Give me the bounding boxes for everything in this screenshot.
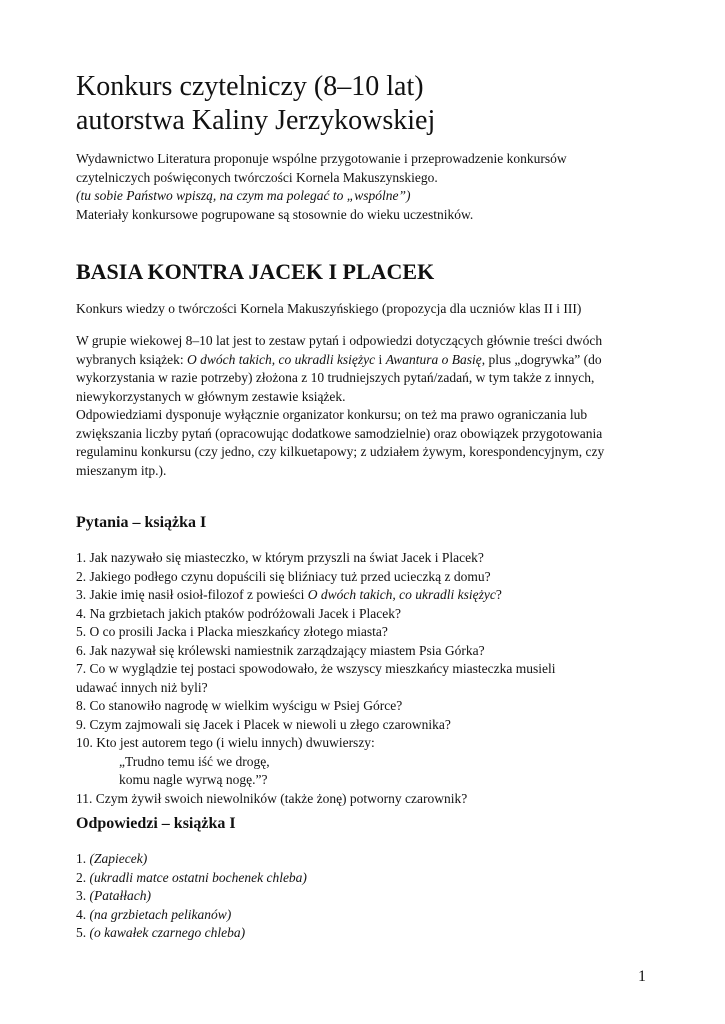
text-run: wybranych książek: <box>76 351 187 367</box>
text-run: i <box>375 351 386 367</box>
answer-number: 4. <box>76 906 90 922</box>
answer-number: 1. <box>76 851 90 866</box>
answer-text: (ukradli matce ostatni bochenek chleba) <box>89 869 307 885</box>
poem-line: komu nagle wyrwą nogę.”? <box>119 772 268 787</box>
book-title-1: O dwóch takich, co ukradli księżyc <box>307 587 496 602</box>
questions-list <box>76 549 661 808</box>
answer-item <box>76 850 661 869</box>
text-run: ? <box>495 587 502 602</box>
text-run: , plus „dogrywka” (do <box>481 351 602 367</box>
answer-text: (Zapiecek) <box>89 851 148 866</box>
contest-subtitle <box>76 300 661 319</box>
intro-line: Materiały konkursowe pogrupowane są stosownie do wieku uczestników. <box>76 206 474 222</box>
description-line: zwiększania liczby pytań (opracowując dodatkowe samodzielnie) oraz obowiązek przygotowania <box>76 425 603 441</box>
answer-number: 5. <box>76 925 90 940</box>
answers-list <box>76 850 661 943</box>
description-line: Odpowiedziami dysponuje wyłącznie organizator konkursu; on też ma prawo ograniczania lub <box>76 407 588 422</box>
intro-line: Wydawnictwo Literatura proponuje wspólne przygotowanie i przeprowadzenie konkursów <box>76 151 567 166</box>
description-line: mieszanym itp.). <box>76 462 167 478</box>
intro-paragraph <box>76 150 661 224</box>
answer-number: 3. <box>76 888 90 903</box>
question-item: 7. Co w wyglądzie tej postaci spowodowało, że wszyscy mieszkańcy miasteczka musieli <box>76 661 556 676</box>
questions-heading: Pytania – książka I <box>76 514 207 531</box>
section-heading: BASIA KONTRA JACEK I PLACEK <box>76 259 435 284</box>
description-line: W grupie wiekowej 8–10 lat jest to zestaw pytań i odpowiedzi dotyczących głównie treści dwóch <box>76 333 603 348</box>
page-number: 1 <box>638 968 646 985</box>
answer-number: 2. <box>76 869 90 885</box>
description-line: regulaminu konkursu (czy jedno, czy kilkuetapowy; z udziałem żywym, korespondencyjnym, czy <box>76 444 605 459</box>
intro-line: czytelniczych poświęconych twórczości Kornela Makuszynskiego. <box>76 169 438 185</box>
text-run: 3. Jakie imię nasił osioł-filozof z powieści <box>76 587 308 602</box>
subtitle-line: Konkurs wiedzy o twórczości Kornela Makuszyńskiego (propozycja dla uczniów klas II i III) <box>76 301 582 316</box>
poem-line: „Trudno temu iść we drogę, <box>119 753 270 769</box>
question-item: 9. Czym zajmowali się Jacek i Placek w niewoli u złego czarownika? <box>76 716 451 732</box>
title-line-1: Konkurs czytelniczy (8–10 lat) <box>76 71 424 102</box>
answer-item <box>76 906 661 925</box>
answer-text: (o kawałek czarnego chleba) <box>89 925 246 940</box>
question-item: 11. Czym żywił swoich niewolników (także żonę) potworny czarownik? <box>76 790 468 806</box>
question-item: 1. Jak nazywało się miasteczko, w którym przyszli na świat Jacek i Placek? <box>76 550 484 565</box>
question-item: 2. Jakiego podłego czynu dopuścili się bliźniacy tuż przed ucieczką z domu? <box>76 568 491 584</box>
description-line: wykorzystania w razie potrzeby) złożona z 10 trudniejszych pytań/zadań, w tym także z innych, <box>76 370 595 385</box>
description-line: niewykorzystanych w głównym zestawie książek. <box>76 388 346 404</box>
question-item: 10. Kto jest autorem tego (i wielu innych) dwuwierszy: <box>76 735 375 750</box>
answers-heading: Odpowiedzi – książka I <box>76 815 236 832</box>
description-paragraph <box>76 332 661 480</box>
answer-text: (na grzbietach pelikanów) <box>89 906 232 922</box>
question-item: 6. Jak nazywał się królewski namiestnik zarządzający miastem Psia Górka? <box>76 642 485 658</box>
document-title <box>76 70 435 138</box>
book-title-1: O dwóch takich, co ukradli księżyc <box>186 351 376 367</box>
question-item-continued: udawać innych niż byli? <box>76 679 208 695</box>
book-title-2: Awantura o Basię <box>385 351 482 367</box>
title-line-2: autorstwa Kaliny Jerzykowskiej <box>76 105 436 136</box>
intro-note: (tu sobie Państwo wpiszą, na czym ma polegać to „wspólne”) <box>76 188 411 203</box>
question-item <box>76 586 661 605</box>
answer-text: (Patałłach) <box>89 888 151 903</box>
question-item: 5. O co prosili Jacka i Placka mieszkańcy złotego miasta? <box>76 624 388 639</box>
answer-item <box>76 924 661 943</box>
answer-item <box>76 887 661 906</box>
answer-item <box>76 869 661 888</box>
description-line <box>76 351 661 370</box>
question-item: 8. Co stanowiło nagrodę w wielkim wyścigu w Psiej Górce? <box>76 698 403 713</box>
question-item: 4. Na grzbietach jakich ptaków podróżowali Jacek i Placek? <box>76 605 401 621</box>
